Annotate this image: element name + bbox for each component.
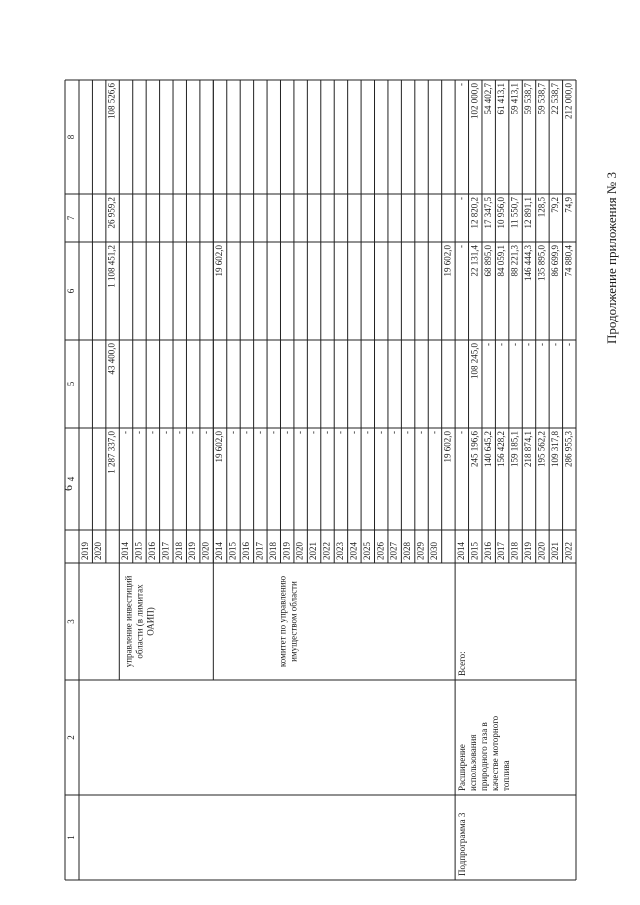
- cell-text: 159 185,1: [509, 431, 520, 467]
- cell-text: 12 891,1: [523, 197, 534, 229]
- year-cell: 2027: [388, 542, 399, 560]
- cell-text: 245 196,6: [469, 431, 480, 467]
- year-cell: 2025: [361, 542, 372, 560]
- cell-text: -: [361, 431, 372, 434]
- year-cell: 2020: [93, 542, 104, 560]
- year-cell: 2017: [160, 542, 171, 560]
- cell-text: 19 602,0: [214, 245, 225, 277]
- year-cell: 2029: [415, 542, 426, 560]
- year-cell: 2023: [334, 542, 345, 560]
- sum-cell: 19 602,0: [442, 245, 453, 277]
- cell-text: -: [509, 343, 520, 346]
- cell-text: -: [415, 431, 426, 434]
- cell-text: 102 000,0: [469, 83, 480, 119]
- cell-text: 140 645,2: [482, 431, 493, 467]
- cell-text: -: [563, 343, 574, 346]
- program-title: Расширение: [457, 744, 468, 791]
- sum-cell: 26 959,2: [106, 197, 117, 229]
- cell-text: 59 538,7: [536, 83, 547, 115]
- year-cell: 2020: [200, 542, 211, 560]
- cell-text: 54 402,7: [482, 83, 493, 115]
- year-cell: 2022: [321, 542, 332, 560]
- cell-text: -: [455, 197, 466, 200]
- year-cell: 2018: [509, 542, 520, 560]
- cell-text: 86 699,9: [549, 245, 560, 277]
- year-cell: 2016: [146, 542, 157, 560]
- page-number: 6: [61, 485, 75, 491]
- executor-kui: комитет по управлению: [277, 575, 288, 668]
- cell-text: 59 538,7: [523, 83, 534, 115]
- cell-text: 212 000,0: [563, 83, 574, 119]
- cell-text: -: [536, 343, 547, 346]
- executor-uio: ОАИП): [145, 607, 156, 636]
- year-cell: 2018: [267, 542, 278, 560]
- year-cell: 2017: [254, 542, 265, 560]
- cell-text: 84 059,1: [496, 245, 507, 277]
- cell-text: -: [348, 431, 359, 434]
- year-cell: 2014: [120, 542, 131, 560]
- executor-uio: управление инвестиций: [123, 575, 134, 668]
- cell-text: -: [173, 431, 184, 434]
- cell-text: -: [321, 431, 332, 434]
- cell-text: -: [334, 431, 345, 434]
- year-cell: 2017: [496, 542, 507, 560]
- cell-text: 61 413,1: [496, 83, 507, 115]
- cell-text: -: [388, 431, 399, 434]
- appendix-caption: Продолжение приложения № 3: [604, 172, 619, 344]
- column-number: 3: [66, 619, 77, 624]
- year-cell: 2030: [429, 542, 440, 560]
- executor-uio: области (в лимитах: [134, 584, 145, 659]
- year-cell: 2026: [375, 542, 386, 560]
- cell-text: 88 221,3: [509, 245, 520, 277]
- cell-text: -: [187, 431, 198, 434]
- cell-text: -: [402, 431, 413, 434]
- year-cell: 2021: [549, 542, 560, 560]
- year-cell: 2024: [348, 542, 359, 560]
- cell-text: -: [496, 343, 507, 346]
- cell-text: -: [267, 431, 278, 434]
- year-cell: 2016: [482, 542, 493, 560]
- cell-text: 11 550,7: [509, 197, 520, 229]
- cell-text: -: [146, 431, 157, 434]
- cell-text: 135 895,0: [536, 245, 547, 281]
- cell-text: 10 956,0: [496, 197, 507, 229]
- year-cell: 2016: [240, 542, 251, 560]
- cell-text: 156 428,2: [496, 431, 507, 467]
- cell-text: -: [455, 431, 466, 434]
- cell-text: -: [523, 343, 534, 346]
- cell-text: -: [240, 431, 251, 434]
- column-number: 4: [66, 476, 77, 482]
- year-cell: 2019: [79, 542, 90, 560]
- column-number: 6: [66, 288, 77, 294]
- cell-text: -: [429, 431, 440, 434]
- cell-text: -: [549, 343, 560, 346]
- budget-table: [65, 80, 576, 880]
- year-cell: 2019: [187, 542, 198, 560]
- cell-text: 74 880,4: [563, 245, 574, 277]
- year-cell: 2020: [536, 542, 547, 560]
- cell-text: 128,5: [536, 197, 547, 218]
- sum-cell: 43 400,0: [106, 343, 117, 375]
- cell-text: 12 820,2: [469, 197, 480, 229]
- year-cell: 2014: [214, 542, 225, 560]
- cell-text: 22 131,4: [469, 245, 480, 277]
- cell-text: -: [227, 431, 238, 434]
- cell-text: -: [133, 431, 144, 434]
- sum-cell: 1 108 451,2: [106, 245, 117, 288]
- cell-text: 19 602,0: [214, 431, 225, 463]
- sum-cell: 19 602,0: [442, 431, 453, 463]
- cell-text: 79,2: [549, 197, 560, 213]
- cell-text: -: [455, 245, 466, 248]
- cell-text: -: [294, 431, 305, 434]
- cell-text: -: [200, 431, 211, 434]
- year-cell: 2020: [294, 542, 305, 560]
- cell-text: -: [455, 83, 466, 86]
- year-cell: 2015: [227, 542, 238, 560]
- program-title: использования: [468, 734, 479, 791]
- year-cell: 2014: [455, 542, 466, 560]
- year-cell: 2019: [281, 542, 292, 560]
- program-title: топлива: [501, 760, 512, 791]
- year-cell: 2019: [523, 542, 534, 560]
- sum-cell: 1 287 337,0: [106, 431, 117, 474]
- cell-text: -: [482, 343, 493, 346]
- column-number: 5: [66, 381, 77, 387]
- cell-text: -: [160, 431, 171, 434]
- column-number: 1: [66, 835, 77, 840]
- cell-text: -: [254, 431, 265, 434]
- year-cell: 2018: [173, 542, 184, 560]
- cell-text: 59 413,1: [509, 83, 520, 115]
- cell-text: 195 562,2: [536, 431, 547, 467]
- year-cell: 2015: [133, 542, 144, 560]
- year-cell: 2021: [308, 542, 319, 560]
- cell-text: 17 347,5: [482, 197, 493, 229]
- cell-text: 68 895,0: [482, 245, 493, 277]
- cell-text: -: [281, 431, 292, 434]
- total-label: Всего:: [457, 651, 468, 676]
- cell-text: 286 955,3: [563, 431, 574, 467]
- cell-text: -: [120, 431, 131, 434]
- program-title: природного газа в: [479, 722, 490, 791]
- cell-text: 218 874,1: [523, 431, 534, 467]
- table-labels: [66, 83, 573, 877]
- cell-text: 109 317,8: [549, 431, 560, 467]
- cell-text: 22 538,7: [549, 83, 560, 115]
- cell-text: -: [375, 431, 386, 434]
- cell-text: 108 245,0: [469, 343, 480, 379]
- program-code: Подпрограмма 3: [457, 812, 468, 876]
- program-title: качестве моторного: [490, 715, 501, 791]
- year-cell: 2015: [469, 542, 480, 560]
- year-cell: 2022: [563, 542, 574, 560]
- cell-text: -: [308, 431, 319, 434]
- column-number: 2: [66, 735, 77, 740]
- cell-text: 146 444,3: [523, 245, 534, 281]
- sum-cell: 108 526,6: [106, 83, 117, 119]
- executor-kui: имуществом области: [288, 581, 299, 662]
- column-number: 8: [66, 134, 77, 140]
- column-number: 7: [66, 215, 77, 221]
- cell-text: 74,9: [563, 197, 574, 213]
- year-cell: 2028: [402, 542, 413, 560]
